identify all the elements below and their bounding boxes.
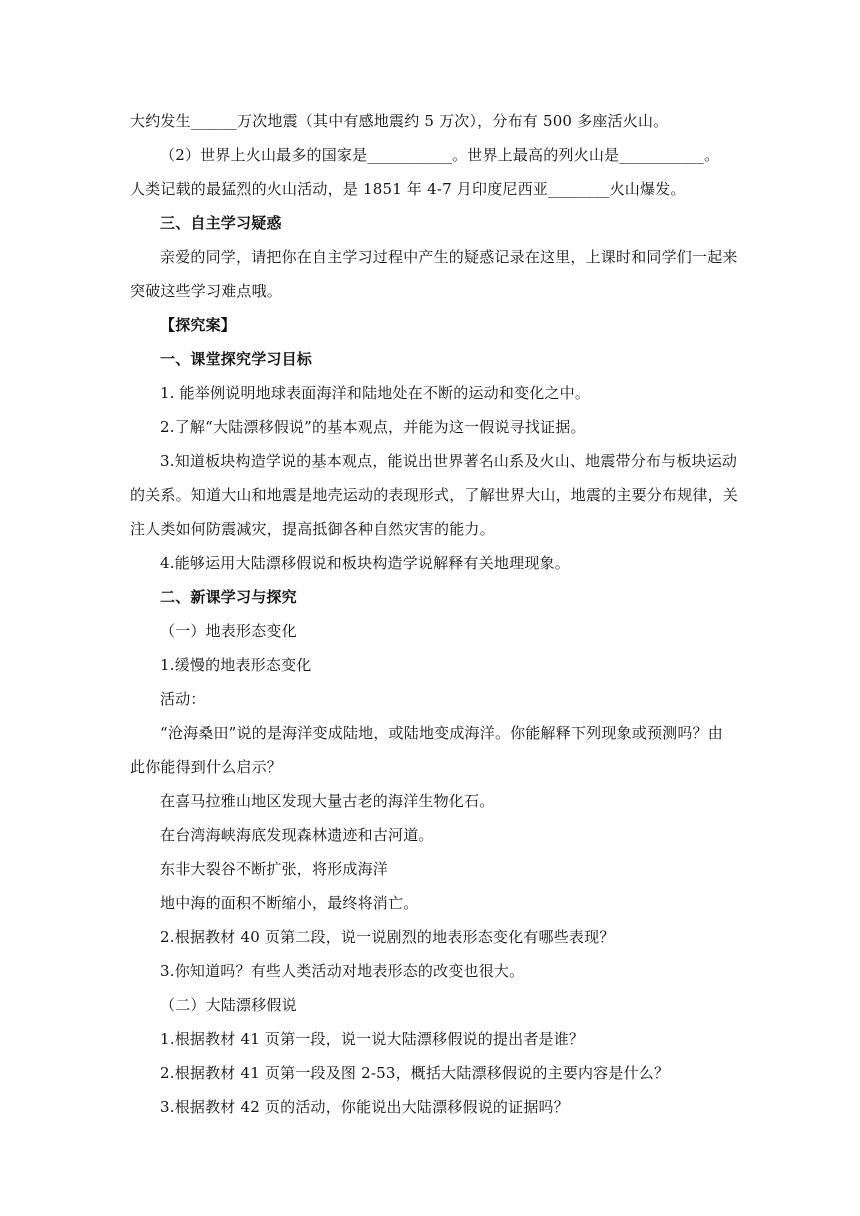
- question-human-activity: 3.你知道吗？有些人类活动对地表形态的改变也很大。: [160, 962, 525, 980]
- phenomenon-east-africa-rift: 东非大裂谷不断扩张，将形成海洋: [160, 860, 389, 878]
- paragraph-doubts-line-1: 亲爱的同学，请把你在自主学习过程中产生的疑惑记录在这里，上课时和同学们一起来: [160, 248, 738, 266]
- goal-item-3-line-1: 3.知道板块构造学说的基本观点，能说出世界著名山系及火山、地震带分布与板块运动: [160, 452, 738, 470]
- question-drift-content: 2.根据教材 41 页第一段及图 2-53，概括大陆漂移假说的主要内容是什么？: [160, 1064, 670, 1082]
- section-heading-self-study-doubts: 三、自主学习疑惑: [160, 214, 282, 232]
- paragraph-activity-line-2: 此你能得到什么启示？: [130, 758, 283, 776]
- question-rapid-change: 2.根据教材 40 页第二段，说一说剧烈的地表形态变化有哪些表现？: [160, 928, 615, 946]
- phenomenon-taiwan-strait: 在台湾海峡海底发现森林遗迹和古河道。: [160, 826, 434, 844]
- subheading-surface-change: （一）地表形态变化: [160, 622, 297, 640]
- label-activity: 活动：: [160, 690, 206, 708]
- section-heading-inquiry: 【探究案】: [160, 316, 237, 334]
- goal-item-2: 2.了解“大陆漂移假说”的基本观点，并能为这一假说寻找证据。: [160, 418, 586, 436]
- phenomenon-himalaya: 在喜马拉雅山地区发现大量古老的海洋生物化石。: [160, 792, 495, 810]
- goal-item-4: 4.能够运用大陆漂移假说和板块构造学说解释有关地理现象。: [160, 554, 570, 572]
- subheading-continental-drift: （二）大陆漂移假说: [160, 996, 297, 1014]
- question-drift-proposer: 1.根据教材 41 页第一段，说一说大陆漂移假说的提出者是谁？: [160, 1030, 585, 1048]
- text-line-volcano: 人类记载的最猛烈的火山活动，是 1851 年 4-7 月印度尼西亚________火山爆发。: [130, 180, 686, 198]
- phenomenon-mediterranean: 地中海的面积不断缩小，最终将消亡。: [160, 894, 419, 912]
- item-slow-change: 1.缓慢的地表形态变化: [160, 656, 312, 674]
- goal-item-3-line-2: 的关系。知道大山和地震是地壳运动的表现形式，了解世界大山，地震的主要分布规律，关: [130, 486, 739, 504]
- paragraph-doubts-line-2: 突破这些学习难点哦。: [130, 282, 283, 300]
- text-line-continuation: 大约发生______万次地震（其中有感地震约 5 万次），分布有 500 多座活火山。: [130, 112, 669, 130]
- question-drift-evidence: 3.根据教材 42 页的活动，你能说出大陆漂移假说的证据吗？: [160, 1098, 569, 1116]
- goal-item-1: 1. 能举例说明地球表面海洋和陆地处在不断的运动和变化之中。: [160, 384, 591, 402]
- goal-item-3-line-3: 注人类如何防震减灾，提高抵御各种自然灾害的能力。: [130, 520, 495, 538]
- text-line-question-2: （2）世界上火山最多的国家是___________。世界上最高的列火山是___________。: [160, 146, 720, 164]
- paragraph-activity-line-1: “沧海桑田”说的是海洋变成陆地，或陆地变成海洋。你能解释下列现象或预测吗？由: [160, 724, 723, 742]
- section-heading-learning-goals: 一、课堂探究学习目标: [160, 350, 313, 368]
- section-heading-new-lesson: 二、新课学习与探究: [160, 588, 297, 606]
